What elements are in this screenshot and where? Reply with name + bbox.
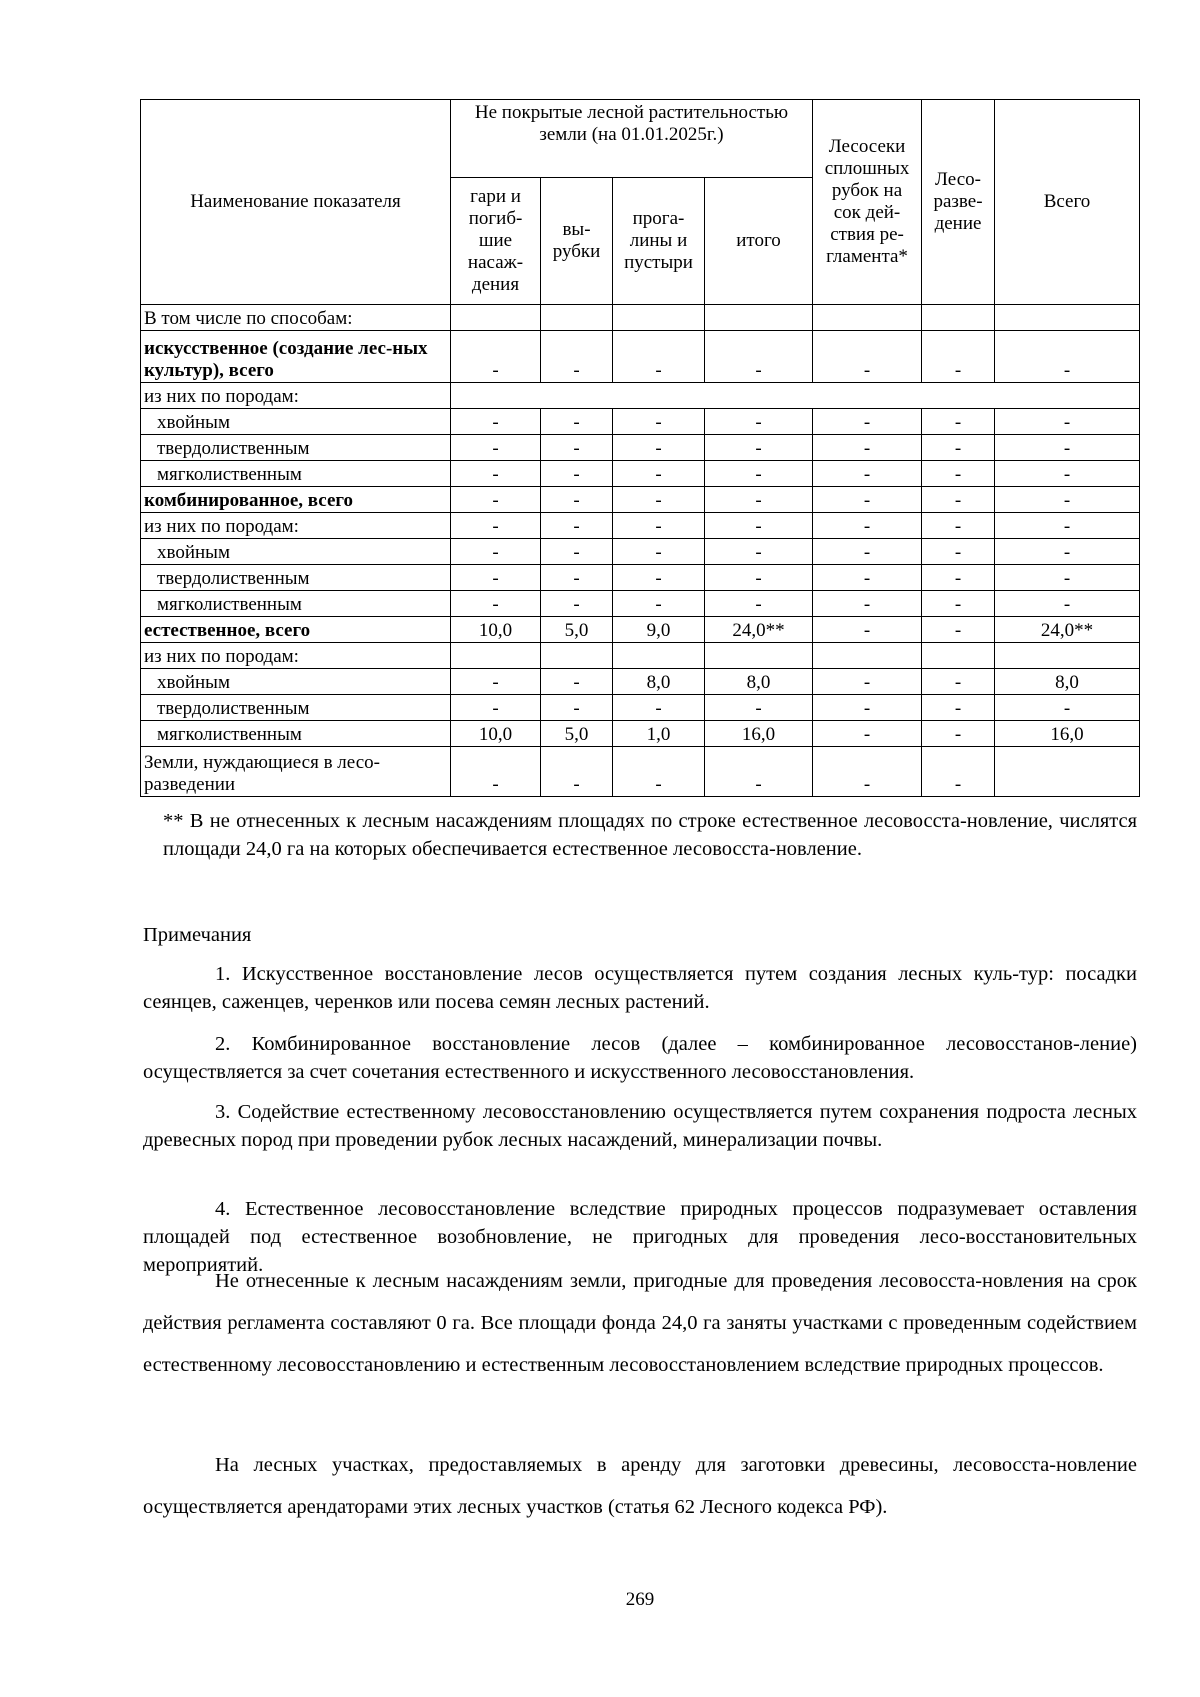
table-cell (922, 305, 995, 331)
table-cell: 16,0 (995, 721, 1140, 747)
table-cell: 24,0** (705, 617, 813, 643)
table-cell: - (922, 539, 995, 565)
table-cell: - (541, 695, 613, 721)
row-label: хвойным (141, 669, 451, 695)
row-label: из них по породам: (141, 513, 451, 539)
table-row (141, 383, 1140, 409)
table-cell: - (995, 539, 1140, 565)
row-label: хвойным (141, 409, 451, 435)
table-row (141, 565, 1140, 591)
table-cell: 24,0** (995, 617, 1140, 643)
table-cell (995, 305, 1140, 331)
table-cell: - (995, 565, 1140, 591)
header-clearcuts: Лесосеки сплошных рубок на сок дей-ствия ре-гламента* (813, 100, 922, 305)
table-cell: - (451, 695, 541, 721)
table-cell: - (541, 487, 613, 513)
table-cell: 10,0 (451, 721, 541, 747)
table-cell (705, 305, 813, 331)
table-cell (451, 643, 541, 669)
table-cell: 8,0 (995, 669, 1140, 695)
table-cell: 8,0 (613, 669, 705, 695)
row-label: из них по породам: (141, 643, 451, 669)
table-cell: - (613, 409, 705, 435)
header-grand-total: Всего (995, 100, 1140, 305)
row-label: твердолиственным (141, 695, 451, 721)
table-cell: - (705, 539, 813, 565)
table-cell (613, 643, 705, 669)
note-1: 1. Искусственное восстановление лесов осуществляется путем создания лесных куль-тур: посадки сеянцев, саженцев, черенков или посева семян лесных растений. (143, 963, 1137, 1013)
table-cell: - (541, 513, 613, 539)
table-cell: - (705, 461, 813, 487)
table-cell: - (705, 331, 813, 383)
table-cell: - (451, 435, 541, 461)
table-row (141, 617, 1140, 643)
table-cell: - (705, 487, 813, 513)
table-cell: - (451, 513, 541, 539)
table-cell: - (922, 669, 995, 695)
row-label: хвойным (141, 539, 451, 565)
table-cell: - (541, 331, 613, 383)
table-cell: - (613, 747, 705, 797)
table-cell (995, 643, 1140, 669)
table-cell: - (613, 695, 705, 721)
table-cell (451, 305, 541, 331)
header-gaps: прога-лины и пустыри (613, 178, 705, 305)
notes-title: Примечания (143, 924, 252, 946)
table-cell: 10,0 (451, 617, 541, 643)
table-cell: - (705, 409, 813, 435)
table-cell: - (813, 591, 922, 617)
table-row (141, 669, 1140, 695)
row-label: твердолиственным (141, 435, 451, 461)
table-cell (541, 643, 613, 669)
header-cuttings: вы-рубки (541, 178, 613, 305)
table-cell (813, 305, 922, 331)
table-cell: - (705, 747, 813, 797)
table-cell: - (451, 747, 541, 797)
row-label: из них по породам: (141, 383, 451, 409)
table-row (141, 747, 1140, 797)
table-cell: - (922, 435, 995, 461)
table-cell: - (705, 435, 813, 461)
table-cell: - (813, 695, 922, 721)
table-cell: - (705, 513, 813, 539)
table-cell: - (613, 435, 705, 461)
note-3: 3. Содействие естественному лесовосстановлению осуществляется путем сохранения подроста лесных древесных пород при проведении рубок лесных насаждений, минерализации почвы. (143, 1101, 1137, 1151)
table-cell: - (451, 487, 541, 513)
table-cell: - (813, 721, 922, 747)
table-cell (995, 747, 1140, 797)
table-cell: - (922, 721, 995, 747)
reforestation-table (140, 99, 1140, 797)
table-cell: - (922, 331, 995, 383)
table-cell: - (813, 565, 922, 591)
table-cell: - (451, 409, 541, 435)
row-label: естественное, всего (141, 617, 451, 643)
table-cell (613, 305, 705, 331)
table-cell (541, 305, 613, 331)
table-cell: - (451, 565, 541, 591)
table-cell (813, 643, 922, 669)
table-row (141, 331, 1140, 383)
table-cell: - (541, 591, 613, 617)
row-label: мягколиственным (141, 591, 451, 617)
table-cell: - (922, 409, 995, 435)
table-cell: - (995, 461, 1140, 487)
table-cell: - (613, 487, 705, 513)
table-cell: - (813, 669, 922, 695)
table-cell: - (995, 695, 1140, 721)
header-name: Наименование показателя (141, 100, 451, 305)
table-cell: - (922, 591, 995, 617)
row-label: мягколиственным (141, 461, 451, 487)
table-row (141, 695, 1140, 721)
table-cell: - (613, 565, 705, 591)
table-cell: - (922, 695, 995, 721)
table-cell: - (613, 591, 705, 617)
table-cell: 8,0 (705, 669, 813, 695)
table-row (141, 409, 1140, 435)
table-row (141, 305, 1140, 331)
paragraph-not-assigned-lands: Не отнесенные к лесным насаждениям земли, пригодные для проведения лесовосста-новления на срок действия регламента составляют 0 га. Все площади фонда 24,0 га заняты участками с проведенным содействием естественному лесовосстановлению и естественным лесовосстановлением вследствие природных процессов. (143, 1270, 1137, 1376)
table-cell: 16,0 (705, 721, 813, 747)
table-row (141, 643, 1140, 669)
table-row (141, 591, 1140, 617)
table-cell: - (541, 669, 613, 695)
table-cell: - (541, 565, 613, 591)
table-cell: - (995, 435, 1140, 461)
table-cell: - (922, 487, 995, 513)
table-cell: - (451, 669, 541, 695)
note-4: 4. Естественное лесовосстановление вследствие природных процессов подразумевает оставления площадей под естественное возобновление, не пригодных для проведения лесо-восстановительных мероприятий. (143, 1198, 1137, 1276)
table-cell: - (922, 565, 995, 591)
paragraph-lease: На лесных участках, предоставляемых в аренду для заготовки древесины, лесовосста-новление осуществляется арендаторами этих лесных участков (статья 62 Лесного кодекса РФ). (143, 1454, 1137, 1518)
table-cell: 5,0 (541, 617, 613, 643)
page-number: 269 (625, 1589, 655, 1610)
table-cell: - (541, 409, 613, 435)
table-cell: - (995, 487, 1140, 513)
table-cell: - (995, 331, 1140, 383)
table-cell: - (813, 617, 922, 643)
table-row (141, 721, 1140, 747)
table-cell: - (922, 461, 995, 487)
row-label: твердолиственным (141, 565, 451, 591)
table-cell: - (613, 539, 705, 565)
table-cell: - (541, 461, 613, 487)
table-cell: - (451, 461, 541, 487)
row-label: мягколиственным (141, 721, 451, 747)
table-cell: - (995, 591, 1140, 617)
table-cell: - (995, 409, 1140, 435)
table-cell: - (813, 435, 922, 461)
table-cell: 5,0 (541, 721, 613, 747)
row-label: комбинированное, всего (141, 487, 451, 513)
table-row (141, 513, 1140, 539)
table-cell: - (613, 331, 705, 383)
table-cell: - (813, 539, 922, 565)
table-cell: - (813, 331, 922, 383)
table-cell: - (705, 591, 813, 617)
table-cell: - (705, 565, 813, 591)
footnote: ** В не отнесенных к лесным насаждениям площадях по строке естественное лесовосста-новление, числятся площади 24,0 га на которых обеспечивается естественное лесовосста-новление. (163, 810, 1137, 860)
table-cell: - (541, 747, 613, 797)
table-cell: - (922, 617, 995, 643)
table-row (141, 539, 1140, 565)
table-cell: - (451, 539, 541, 565)
table-cell: - (813, 513, 922, 539)
table-cell: - (705, 695, 813, 721)
table-cell (705, 643, 813, 669)
merged-cell (451, 383, 1140, 409)
row-label: В том числе по способам: (141, 305, 451, 331)
table-cell (922, 643, 995, 669)
table-cell: - (541, 539, 613, 565)
table-cell: - (922, 513, 995, 539)
table-row (141, 461, 1140, 487)
table-row (141, 435, 1140, 461)
table-cell: - (451, 331, 541, 383)
table-cell: - (813, 461, 922, 487)
row-label: Земли, нуждающиеся в лесо-разведении (141, 747, 451, 797)
table-cell: - (813, 747, 922, 797)
table-cell: - (613, 513, 705, 539)
table-cell: - (995, 513, 1140, 539)
header-subtotal: итого (705, 178, 813, 305)
header-burns: гари и погиб-шие насаж-дения (451, 178, 541, 305)
table-cell: - (922, 747, 995, 797)
table-cell: - (813, 409, 922, 435)
row-label: искусственное (создание лес-ных культур), всего (141, 331, 451, 383)
table-cell: - (613, 461, 705, 487)
note-2: 2. Комбинированное восстановление лесов (далее – комбинированное лесовосстанов-ление) осуществляется за счет сочетания естественного и искусственного лесовосстановления. (143, 1033, 1137, 1083)
table-cell: - (541, 435, 613, 461)
table-cell: - (451, 591, 541, 617)
table-cell: 1,0 (613, 721, 705, 747)
table-cell: 9,0 (613, 617, 705, 643)
header-afforestation: Лесо-разве-дение (922, 100, 995, 305)
table-row (141, 487, 1140, 513)
header-uncovered-lands: Не покрытые лесной растительностью земли (на 01.01.2025г.) (451, 100, 813, 178)
table-cell: - (813, 487, 922, 513)
